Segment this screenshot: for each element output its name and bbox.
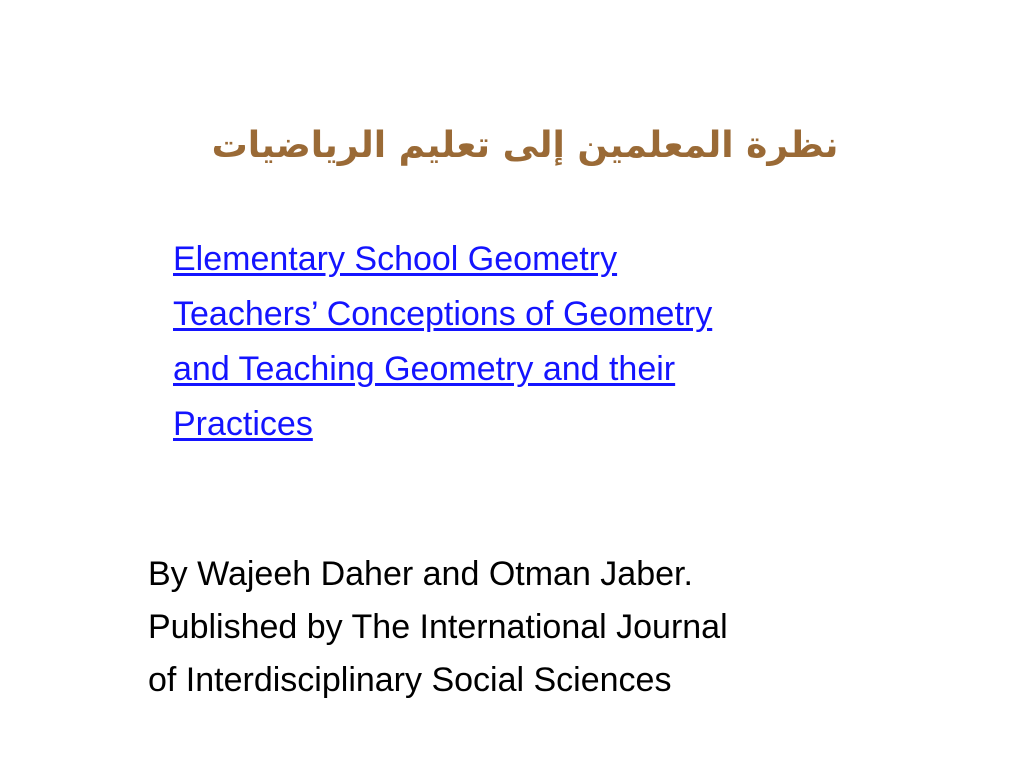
paper-title-link[interactable] bbox=[173, 232, 863, 452]
arabic-title: نظرة المعلمين إلى تعليم الرياضيات bbox=[211, 125, 839, 166]
credits-line-2: Published by The International Journal bbox=[148, 608, 728, 646]
paper-title-line-3[interactable]: and Teaching Geometry and their bbox=[173, 350, 676, 388]
paper-title-line-4[interactable]: Practices bbox=[173, 405, 313, 443]
credits-line-1: By Wajeeh Daher and Otman Jaber. bbox=[148, 555, 693, 593]
paper-title-line-2[interactable]: Teachers’ Conceptions of Geometry bbox=[173, 295, 713, 333]
credits-line-3: of Interdisciplinary Social Sciences bbox=[148, 661, 672, 699]
paper-title-line-1[interactable]: Elementary School Geometry bbox=[173, 240, 618, 278]
credits-block bbox=[148, 548, 908, 707]
